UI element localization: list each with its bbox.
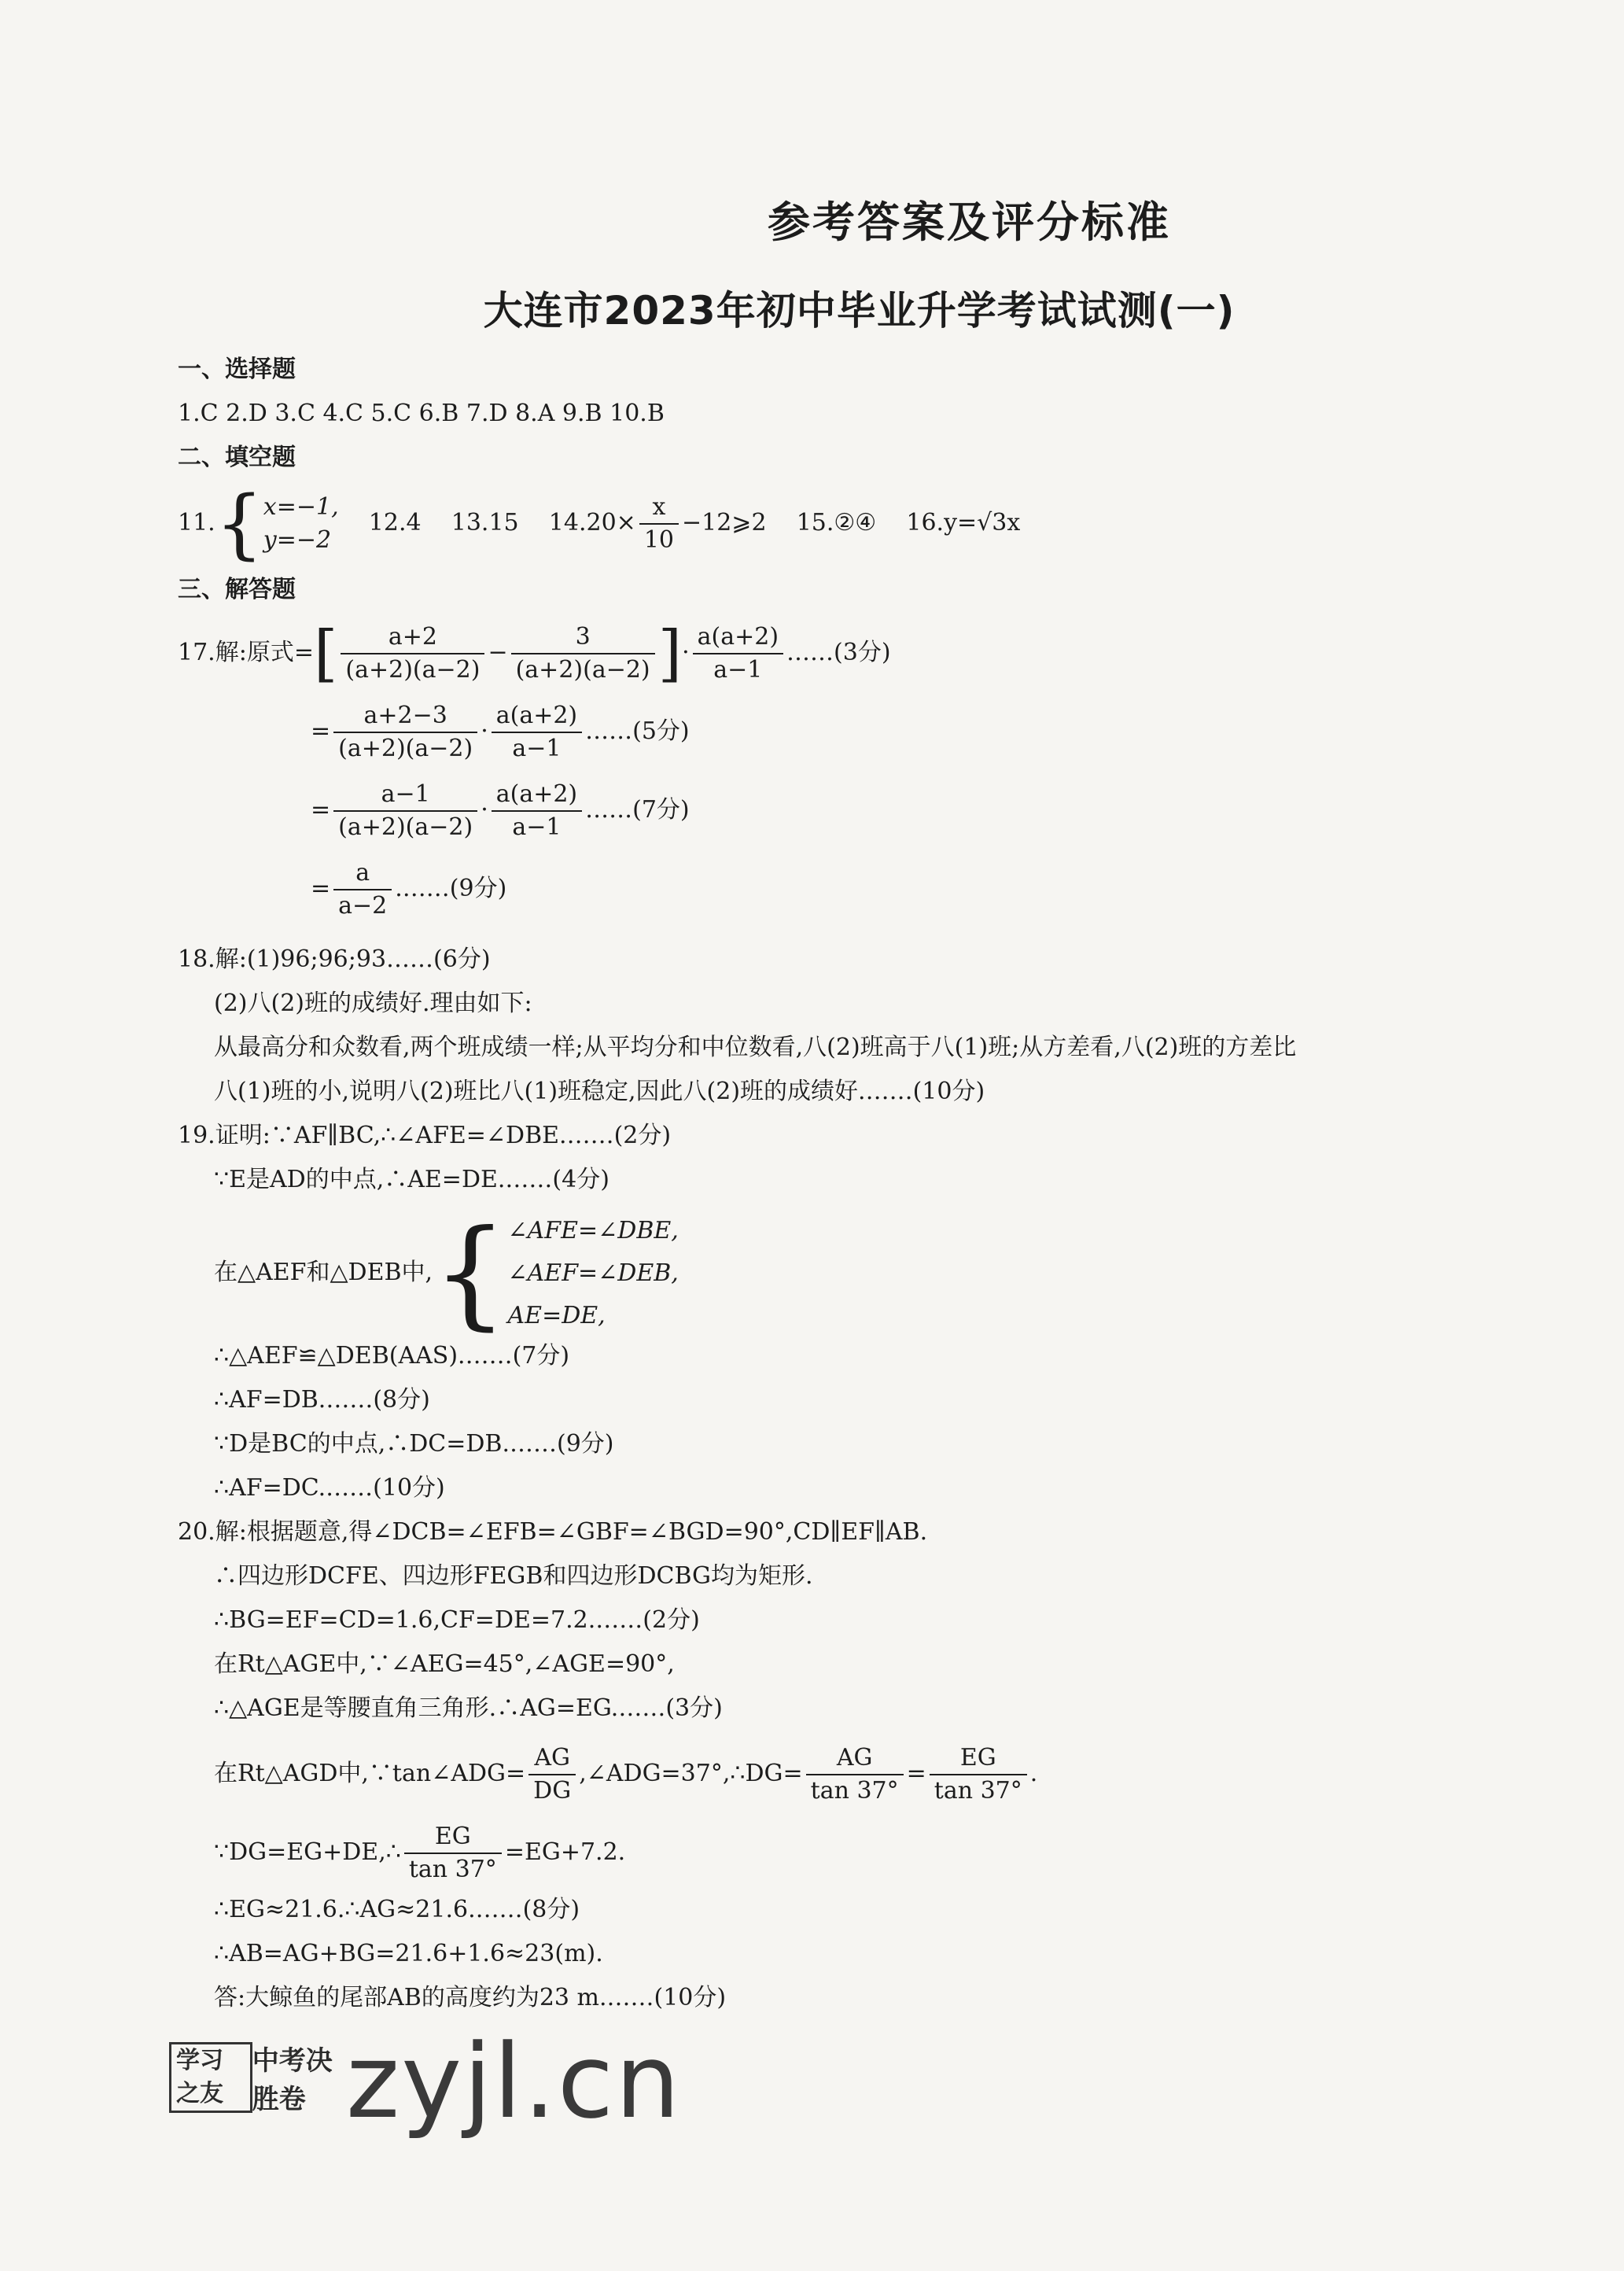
dot: ·	[481, 717, 488, 745]
equals: =	[311, 717, 331, 745]
q17-label: 17.解:原式=	[178, 639, 314, 666]
q18-line2: (2)八(2)班的成绩好.理由如下:	[214, 990, 532, 1017]
brace-icon: {	[433, 1205, 508, 1342]
text: 在Rt△AGD中,∵tan∠ADG=	[214, 1760, 526, 1787]
q12: 12.4	[368, 509, 422, 536]
equals: =	[906, 1760, 926, 1787]
numerator: EG	[404, 1821, 502, 1854]
q20-line3: ∴BG=EF=CD=1.6,CF=DE=7.2.……(2分)	[214, 1606, 700, 1634]
section-solve: 三、解答题	[178, 576, 296, 603]
left-bracket-icon: [	[313, 618, 338, 689]
denominator: (a+2)(a−2)	[338, 813, 473, 841]
section-fill: 二、填空题	[178, 444, 296, 471]
q19-intro: 在△AEF和△DEB中,	[214, 1259, 433, 1286]
denominator: tan 37°	[408, 1856, 497, 1883]
q17-frac2	[511, 621, 655, 686]
q17-frac4	[333, 700, 477, 765]
q13: 13.15	[451, 509, 519, 536]
q14-post: −12⩾2	[682, 509, 767, 536]
footer-brand	[169, 2045, 350, 2115]
q16: 16.y=√3x	[906, 509, 1021, 536]
q17-line3	[311, 779, 690, 843]
q11-eq1: x=−1,	[263, 493, 339, 521]
numerator: a(a+2)	[492, 779, 582, 812]
score: ……(3分)	[786, 639, 891, 666]
q20-line10: 答:大鲸鱼的尾部AB的高度约为23 m.……(10分)	[214, 1984, 727, 2011]
q20-line1: 20.解:根据题意,得∠DCB=∠EFB=∠GBF=∠BGD=90°,CD∥EF∥AB.	[178, 1518, 928, 1546]
denominator: (a+2)(a−2)	[345, 656, 481, 684]
q19-line5: ∴AF=DB.……(8分)	[214, 1386, 430, 1414]
frac-ag-tan	[806, 1742, 904, 1807]
brand-box: 学习之友	[169, 2042, 252, 2113]
numerator: AG	[528, 1742, 576, 1775]
q18-line4: 八(1)班的小,说明八(2)班比八(1)班稳定,因此八(2)班的成绩好.……(10分)	[214, 1078, 985, 1105]
frac-ag-dg	[528, 1742, 576, 1807]
q17-frac8	[333, 857, 392, 922]
q17-frac5	[492, 700, 582, 765]
q19-line3	[214, 1205, 679, 1342]
minus: −	[488, 639, 508, 666]
numerator: AG	[806, 1742, 904, 1775]
brand-text: 中考决胜卷	[252, 2045, 333, 2115]
q17-line2	[311, 700, 690, 765]
denominator: a−1	[713, 656, 763, 684]
right-bracket-icon: ]	[657, 618, 683, 689]
text: =EG+7.2.	[504, 1838, 626, 1866]
equals: =	[311, 796, 331, 824]
q19-line7: ∴AF=DC.……(10分)	[214, 1474, 445, 1502]
denominator: a−2	[338, 892, 388, 920]
q20-line7	[214, 1821, 625, 1886]
q19-line4: ∴△AEF≌△DEB(AAS).……(7分)	[214, 1342, 570, 1370]
condition-3: AE=DE,	[507, 1302, 606, 1329]
q19-line6: ∵D是BC的中点,∴DC=DB.……(9分)	[214, 1430, 614, 1458]
score: ……(5分)	[585, 717, 690, 745]
q17-frac1	[341, 621, 484, 686]
q20-line8: ∴EG≈21.6.∴AG≈21.6.……(8分)	[214, 1896, 580, 1923]
q17-frac3	[693, 621, 783, 686]
page-title: 参考答案及评分标准	[768, 197, 1171, 247]
denominator: tan 37°	[810, 1777, 899, 1805]
q17-frac7	[492, 779, 582, 843]
q19-line1: 19.证明:∵AF∥BC,∴∠AFE=∠DBE.……(2分)	[178, 1122, 672, 1149]
denominator: a−1	[512, 735, 562, 762]
q19-line2: ∵E是AD的中点,∴AE=DE.……(4分)	[214, 1166, 609, 1193]
numerator: 3	[511, 621, 655, 654]
q14-num: x	[639, 492, 679, 525]
text: ,∠ADG=37°,∴DG=	[579, 1760, 803, 1787]
score: ……(7分)	[585, 796, 690, 824]
q20-line6	[214, 1742, 1037, 1807]
q18-line3: 从最高分和众数看,两个班成绩一样;从平均分和中位数看,八(2)班高于八(1)班;从方差看,八(2)班的方差比	[214, 1034, 1297, 1061]
numerator: EG	[930, 1742, 1027, 1775]
q20-line9: ∴AB=AG+BG=21.6+1.6≈23(m).	[214, 1940, 603, 1967]
q15: 15.②④	[796, 509, 877, 536]
q14-den: 10	[643, 526, 674, 554]
q14-pre: 14.20×	[548, 509, 636, 536]
q19-conditions	[508, 1210, 679, 1337]
watermark: zyjl.cn	[346, 2022, 682, 2141]
q17-line1	[178, 618, 891, 689]
denominator: a−1	[512, 813, 562, 841]
frac-eg-tan	[404, 1821, 502, 1886]
numerator: a+2	[341, 621, 484, 654]
exam-title: 大连市2023年初中毕业升学考试试测(一)	[483, 288, 1235, 334]
text: ∵DG=EG+DE,∴	[214, 1838, 401, 1866]
equals: =	[311, 875, 331, 902]
denominator: tan 37°	[934, 1777, 1022, 1805]
q17-line4	[311, 857, 506, 922]
condition-2: ∠AEF=∠DEB,	[507, 1259, 679, 1287]
choice-answers: 1.C 2.D 3.C 4.C 5.C 6.B 7.D 8.A 9.B 10.B	[178, 400, 665, 427]
frac-eg-tan	[930, 1742, 1027, 1807]
q17-frac6	[333, 779, 477, 843]
fill-answers	[178, 480, 1021, 568]
brace-icon: {	[215, 480, 263, 568]
q20-line2: ∴四边形DCFE、四边形FEGB和四边形DCBG均为矩形.	[214, 1562, 813, 1590]
numerator: a−1	[333, 779, 477, 812]
section-choice: 一、选择题	[178, 356, 296, 383]
q11-eq2: y=−2	[263, 526, 332, 554]
q14-fraction	[639, 492, 679, 556]
q11-label: 11.	[178, 509, 215, 536]
q20-line4: 在Rt△AGE中,∵∠AEG=45°,∠AGE=90°,	[214, 1650, 675, 1678]
dot: ·	[682, 639, 690, 666]
score: .……(9分)	[395, 875, 507, 902]
q20-line5: ∴△AGE是等腰直角三角形.∴AG=EG.……(3分)	[214, 1694, 723, 1722]
q18-line1: 18.解:(1)96;96;93……(6分)	[178, 946, 491, 973]
denominator: (a+2)(a−2)	[515, 656, 650, 684]
denominator: (a+2)(a−2)	[338, 735, 473, 762]
condition-1: ∠AFE=∠DBE,	[507, 1217, 679, 1244]
numerator: a+2−3	[333, 700, 477, 733]
q11-system	[263, 491, 339, 557]
denominator: DG	[533, 1777, 572, 1805]
numerator: a(a+2)	[693, 621, 783, 654]
numerator: a(a+2)	[492, 700, 582, 733]
period: .	[1029, 1760, 1038, 1787]
numerator: a	[333, 857, 392, 890]
dot: ·	[481, 796, 488, 824]
